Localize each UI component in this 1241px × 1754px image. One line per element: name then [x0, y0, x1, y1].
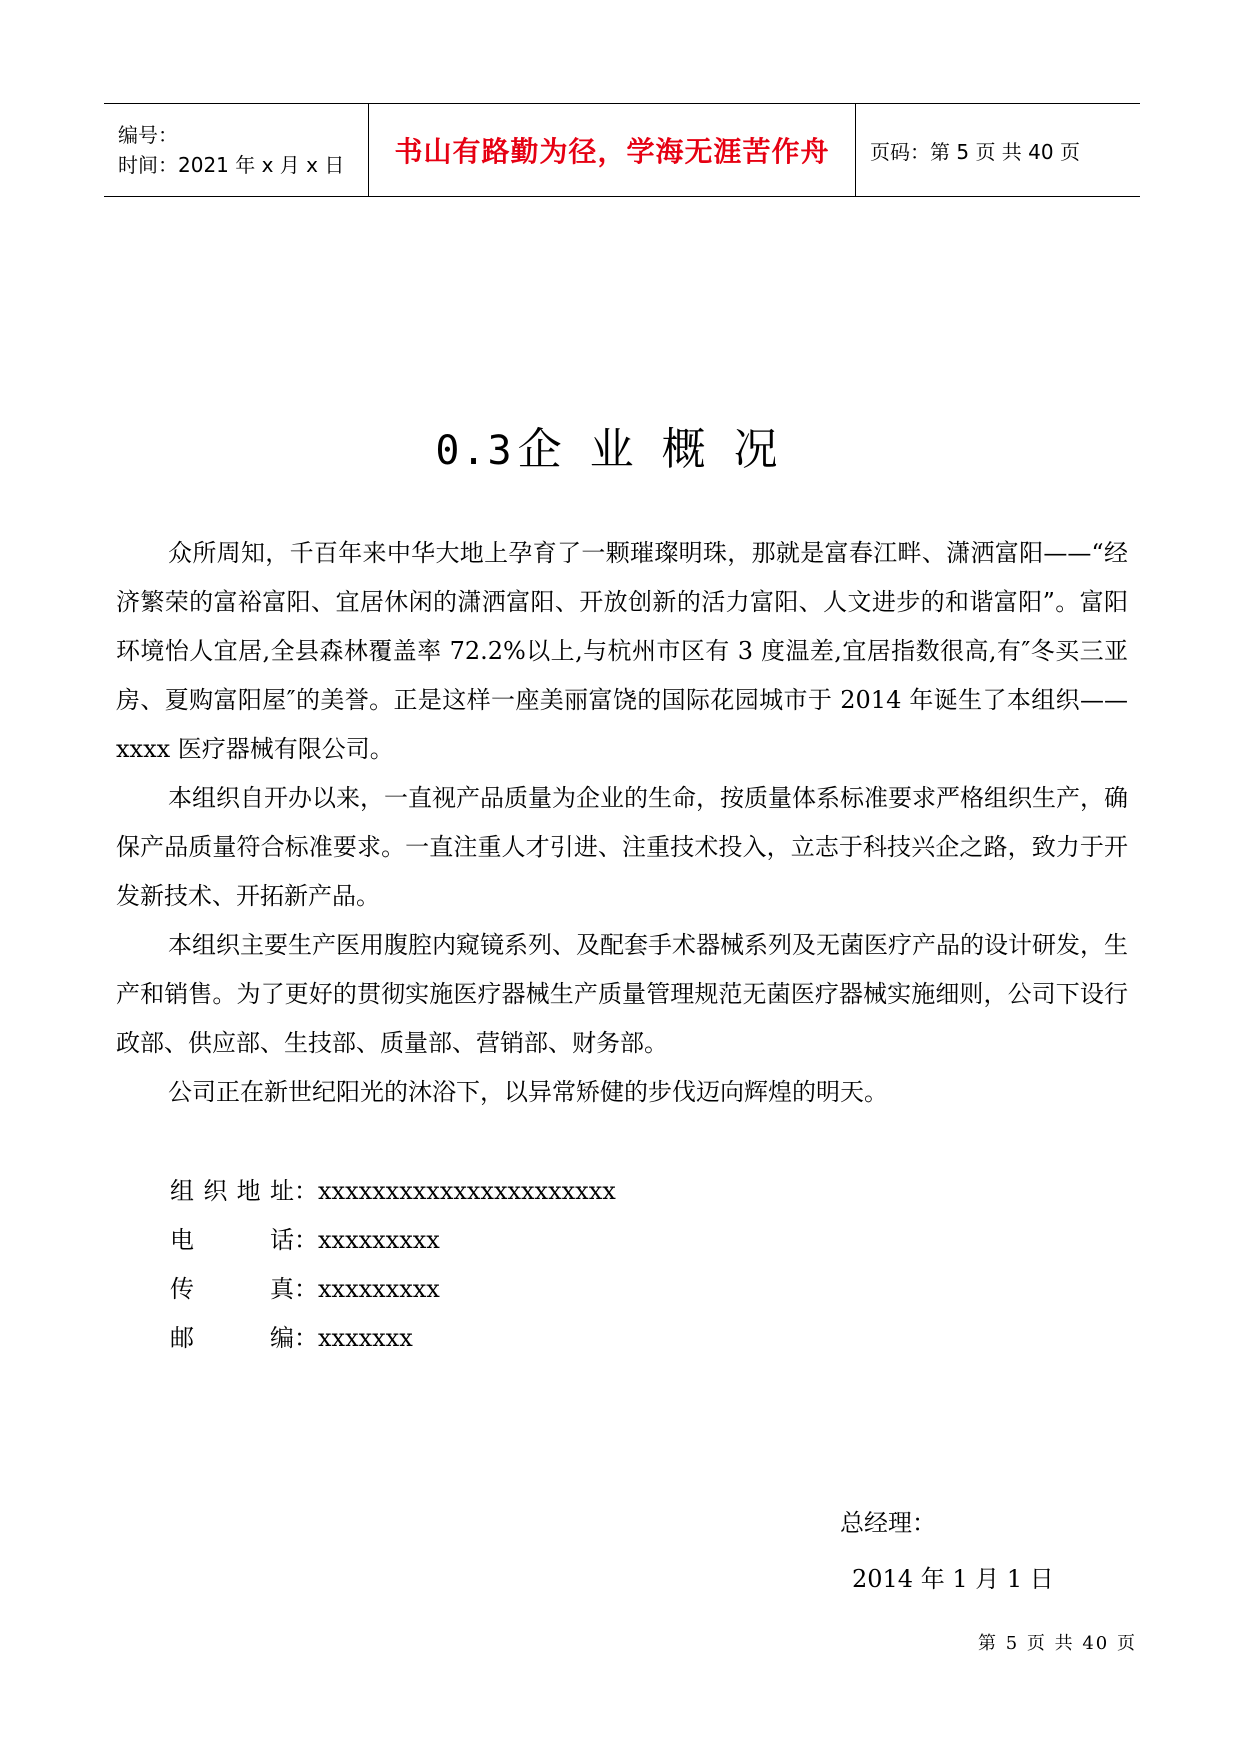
title-word: 业 [589, 424, 640, 475]
contact-value: ：xxxxxxxxx [294, 1226, 440, 1254]
title-word: 况 [733, 424, 784, 475]
contact-value: ：xxxxxxxxxxxxxxxxxxxxxx [294, 1177, 616, 1205]
header-page-cell [856, 104, 1140, 196]
header-page-number: 页码：第 5 页 共 40 页 [870, 139, 1080, 164]
page-footer: 第 5 页 共 40 页 [978, 1633, 1137, 1654]
signature-block [840, 1503, 1054, 1599]
document-title [0, 420, 1241, 481]
contact-label: 传真 [170, 1275, 294, 1303]
contact-row-fax [170, 1265, 616, 1314]
contact-value: ：xxxxxxx [294, 1324, 413, 1352]
title-word: 概 [661, 424, 712, 475]
contact-info [170, 1167, 616, 1363]
document-number-label: 编号： [118, 123, 178, 147]
header-motto-cell [368, 104, 856, 196]
contact-row-phone [170, 1216, 616, 1265]
contact-row-address [170, 1167, 616, 1216]
title-section-number: 0.3 [435, 428, 514, 474]
contact-label: 组织地址 [170, 1177, 294, 1205]
paragraph-intro: 众所周知，千百年来中华大地上孕育了一颗璀璨明珠，那就是富春江畔、潇洒富阳——“经济繁荣的富裕富阳、宜居休闲的潇洒富阳、开放创新的活力富阳、人文进步的和谐富阳”。富阳环境怡人宜居,全县森林覆盖率 72.2%以上,与杭州市区有 3 度温差,宜居指数很高,有″冬买三亚房、夏购富阳屋″的美誉。正是这样一座美丽富饶的国际花园城市于 2014 年诞生了本组织——xxxx 医疗器械有限公司。 [116, 539, 1128, 763]
header-meta [104, 104, 368, 196]
header-motto: 书山有路勤为径，学海无涯苦作舟 [394, 135, 830, 168]
page-header [104, 103, 1140, 197]
paragraph-products: 本组织主要生产医用腹腔内窥镜系列、及配套手术器械系列及无菌医疗产品的设计研发，生产和销售。为了更好的贯彻实施医疗器械生产质量管理规范无菌医疗器械实施细则，公司下设行政部、供应部、生技部、质量部、营销部、财务部。 [116, 931, 1128, 1057]
contact-value: ：xxxxxxxxx [294, 1275, 440, 1303]
paragraph-closing: 公司正在新世纪阳光的沐浴下，以异常矫健的步伐迈向辉煌的明天。 [168, 1078, 888, 1106]
title-word: 企 [517, 424, 568, 475]
contact-label: 邮编 [170, 1324, 294, 1352]
contact-label: 电话 [170, 1226, 294, 1254]
paragraph-quality: 本组织自开办以来，一直视产品质量为企业的生命，按质量体系标准要求严格组织生产，确保产品质量符合标准要求。一直注重人才引进、注重技术投入，立志于科技兴企之路，致力于开发新技术、开拓新产品。 [116, 784, 1128, 910]
document-time-label: 时间：2021 年 x 月 x 日 [118, 153, 345, 177]
signature-date: 2014 年 1 月 1 日 [852, 1565, 1054, 1593]
contact-row-postcode [170, 1314, 616, 1363]
signature-role: 总经理： [840, 1509, 936, 1537]
document-body [116, 529, 1128, 1117]
